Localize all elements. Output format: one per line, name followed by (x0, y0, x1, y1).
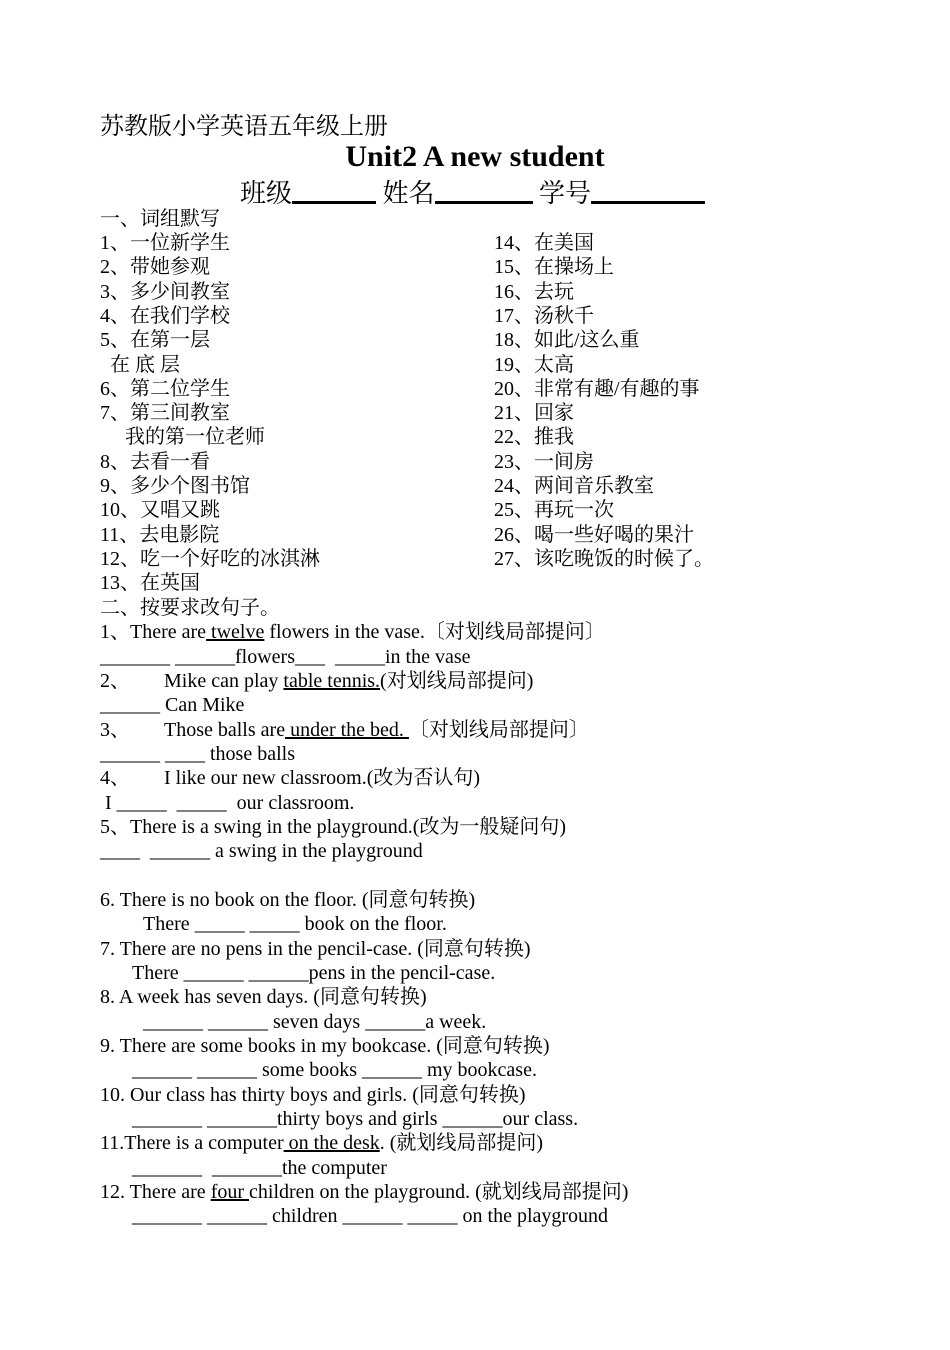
phrase-item: 5、在第一层 (100, 329, 210, 351)
q3-text-a: Those balls are (164, 719, 286, 741)
question-9: 9. There are some books in my bookcase. (同意句转换) (100, 1035, 550, 1057)
number-label: 学号 (539, 179, 592, 208)
student-info-line (240, 173, 705, 210)
phrase-item: 22、推我 (494, 426, 574, 448)
question-11 (100, 1131, 543, 1155)
question-4: I like our new classroom.(改为否认句) (164, 767, 481, 789)
question-10: 10. Our class has thirty boys and girls. (同意句转换) (100, 1084, 526, 1106)
phrase-item: 13、在英国 (100, 572, 200, 594)
phrase-item: 23、一间房 (494, 451, 594, 473)
phrase-item: 27、该吃晚饭的时候了。 (494, 548, 714, 570)
a1-text-a: _______ ______flowers___ _____in (100, 646, 401, 668)
q3-underlined: under the bed. (285, 719, 409, 741)
question-1 (100, 620, 605, 644)
a1-text-b: the vase (400, 646, 471, 668)
phrase-item: 8、去看一看 (100, 451, 210, 473)
number-blank[interactable] (591, 175, 705, 204)
phrase-item: 20、非常有趣/有趣的事 (494, 378, 700, 400)
answer-9[interactable]: ______ ______ some books ______ my bookcase. (132, 1059, 537, 1081)
name-blank[interactable] (435, 175, 533, 204)
answer-1[interactable] (100, 645, 471, 669)
phrase-item: 2、带她参观 (100, 256, 210, 278)
q12-text-c: children on the playground. (就划线局部提问) (249, 1181, 629, 1203)
answer-8[interactable]: ______ ______ seven days ______a week. (143, 1011, 487, 1033)
question-6: 6. There is no book on the floor. (同意句转换) (100, 889, 476, 911)
answer-7[interactable]: There ______ ______pens in the pencil-case. (132, 962, 496, 984)
unit-title: Unit2 A new student (345, 140, 605, 173)
q11-text-c: . (就划线局部提问) (379, 1132, 544, 1154)
phrase-item: 4、在我们学校 (100, 305, 230, 327)
class-label: 班级 (240, 179, 293, 208)
question-5: 5、There is a swing in the playground.(改为一般疑问句) (100, 816, 567, 838)
phrase-item: 3、多少间教室 (100, 281, 230, 303)
q1-text-a: 1、There are (100, 621, 207, 643)
question-2-number: 2、 (100, 670, 130, 692)
phrase-item: 我的第一位老师 (100, 426, 265, 448)
phrase-item: 1、一位新学生 (100, 232, 230, 254)
phrase-item: 15、在操场上 (494, 256, 614, 278)
phrase-item: 14、在美国 (494, 232, 594, 254)
q1-underlined: twelve (206, 621, 265, 643)
q2-text-c: (对划线局部提问) (380, 670, 534, 692)
answer-2[interactable]: ______ Can Mike (100, 694, 245, 716)
phrase-item: 7、第三间教室 (100, 402, 230, 424)
q12-underlined: four (210, 1181, 250, 1203)
question-4-number: 4、 (100, 767, 130, 789)
q3-text-c: 〔对划线局部提问〕 (408, 719, 589, 741)
q12-text-a: 12. There are (100, 1181, 211, 1203)
phrase-item: 在 底 层 (100, 354, 180, 376)
phrase-item: 25、再玩一次 (494, 499, 614, 521)
series-title: 苏教版小学英语五年级上册 (100, 114, 388, 140)
q2-underlined: table tennis. (283, 670, 381, 692)
answer-5[interactable]: ____ ______ a swing in the playground (100, 840, 423, 862)
answer-10[interactable]: _______ _______thirty boys and girls ______our class. (132, 1108, 579, 1130)
phrase-item: 11、去电影院 (100, 524, 220, 546)
question-3 (164, 718, 589, 742)
name-label: 姓名 (382, 179, 435, 208)
section1-heading: 一、词组默写 (100, 208, 220, 230)
phrase-item: 26、喝一些好喝的果汁 (494, 524, 694, 546)
phrase-item: 16、去玩 (494, 281, 574, 303)
phrase-item: 9、多少个图书馆 (100, 475, 250, 497)
answer-11[interactable]: _______ _______the computer (132, 1157, 387, 1179)
phrase-item: 21、回家 (494, 402, 574, 424)
q1-text-c: flowers in the vase.〔对划线局部提问〕 (264, 621, 605, 643)
question-7: 7. There are no pens in the pencil-case. (同意句转换) (100, 938, 531, 960)
phrase-item: 6、第二位学生 (100, 378, 230, 400)
section2-heading: 二、按要求改句子。 (100, 597, 280, 619)
question-8: 8. A week has seven days. (同意句转换) (100, 986, 427, 1008)
question-12 (100, 1180, 628, 1204)
phrase-item: 18、如此/这么重 (494, 329, 640, 351)
answer-3[interactable]: ______ ____ those balls (100, 743, 295, 765)
answer-6[interactable]: There _____ _____ book on the floor. (143, 913, 447, 935)
phrase-item: 19、太高 (494, 354, 574, 376)
answer-4[interactable]: I _____ _____ our classroom. (100, 792, 355, 814)
q2-text-a: Mike can play (164, 670, 284, 692)
answer-12[interactable]: _______ ______ children ______ _____ on the playground (132, 1205, 609, 1227)
q11-text-a: 11.There is a computer (100, 1132, 284, 1154)
question-2 (164, 669, 533, 693)
phrase-item: 24、两间音乐教室 (494, 475, 654, 497)
phrase-item: 12、吃一个好吃的冰淇淋 (100, 548, 320, 570)
phrase-item: 17、汤秋千 (494, 305, 594, 327)
q11-underlined: on the desk (283, 1132, 380, 1154)
phrase-item: 10、又唱又跳 (100, 499, 220, 521)
question-3-number: 3、 (100, 719, 130, 741)
class-blank[interactable] (292, 175, 376, 204)
